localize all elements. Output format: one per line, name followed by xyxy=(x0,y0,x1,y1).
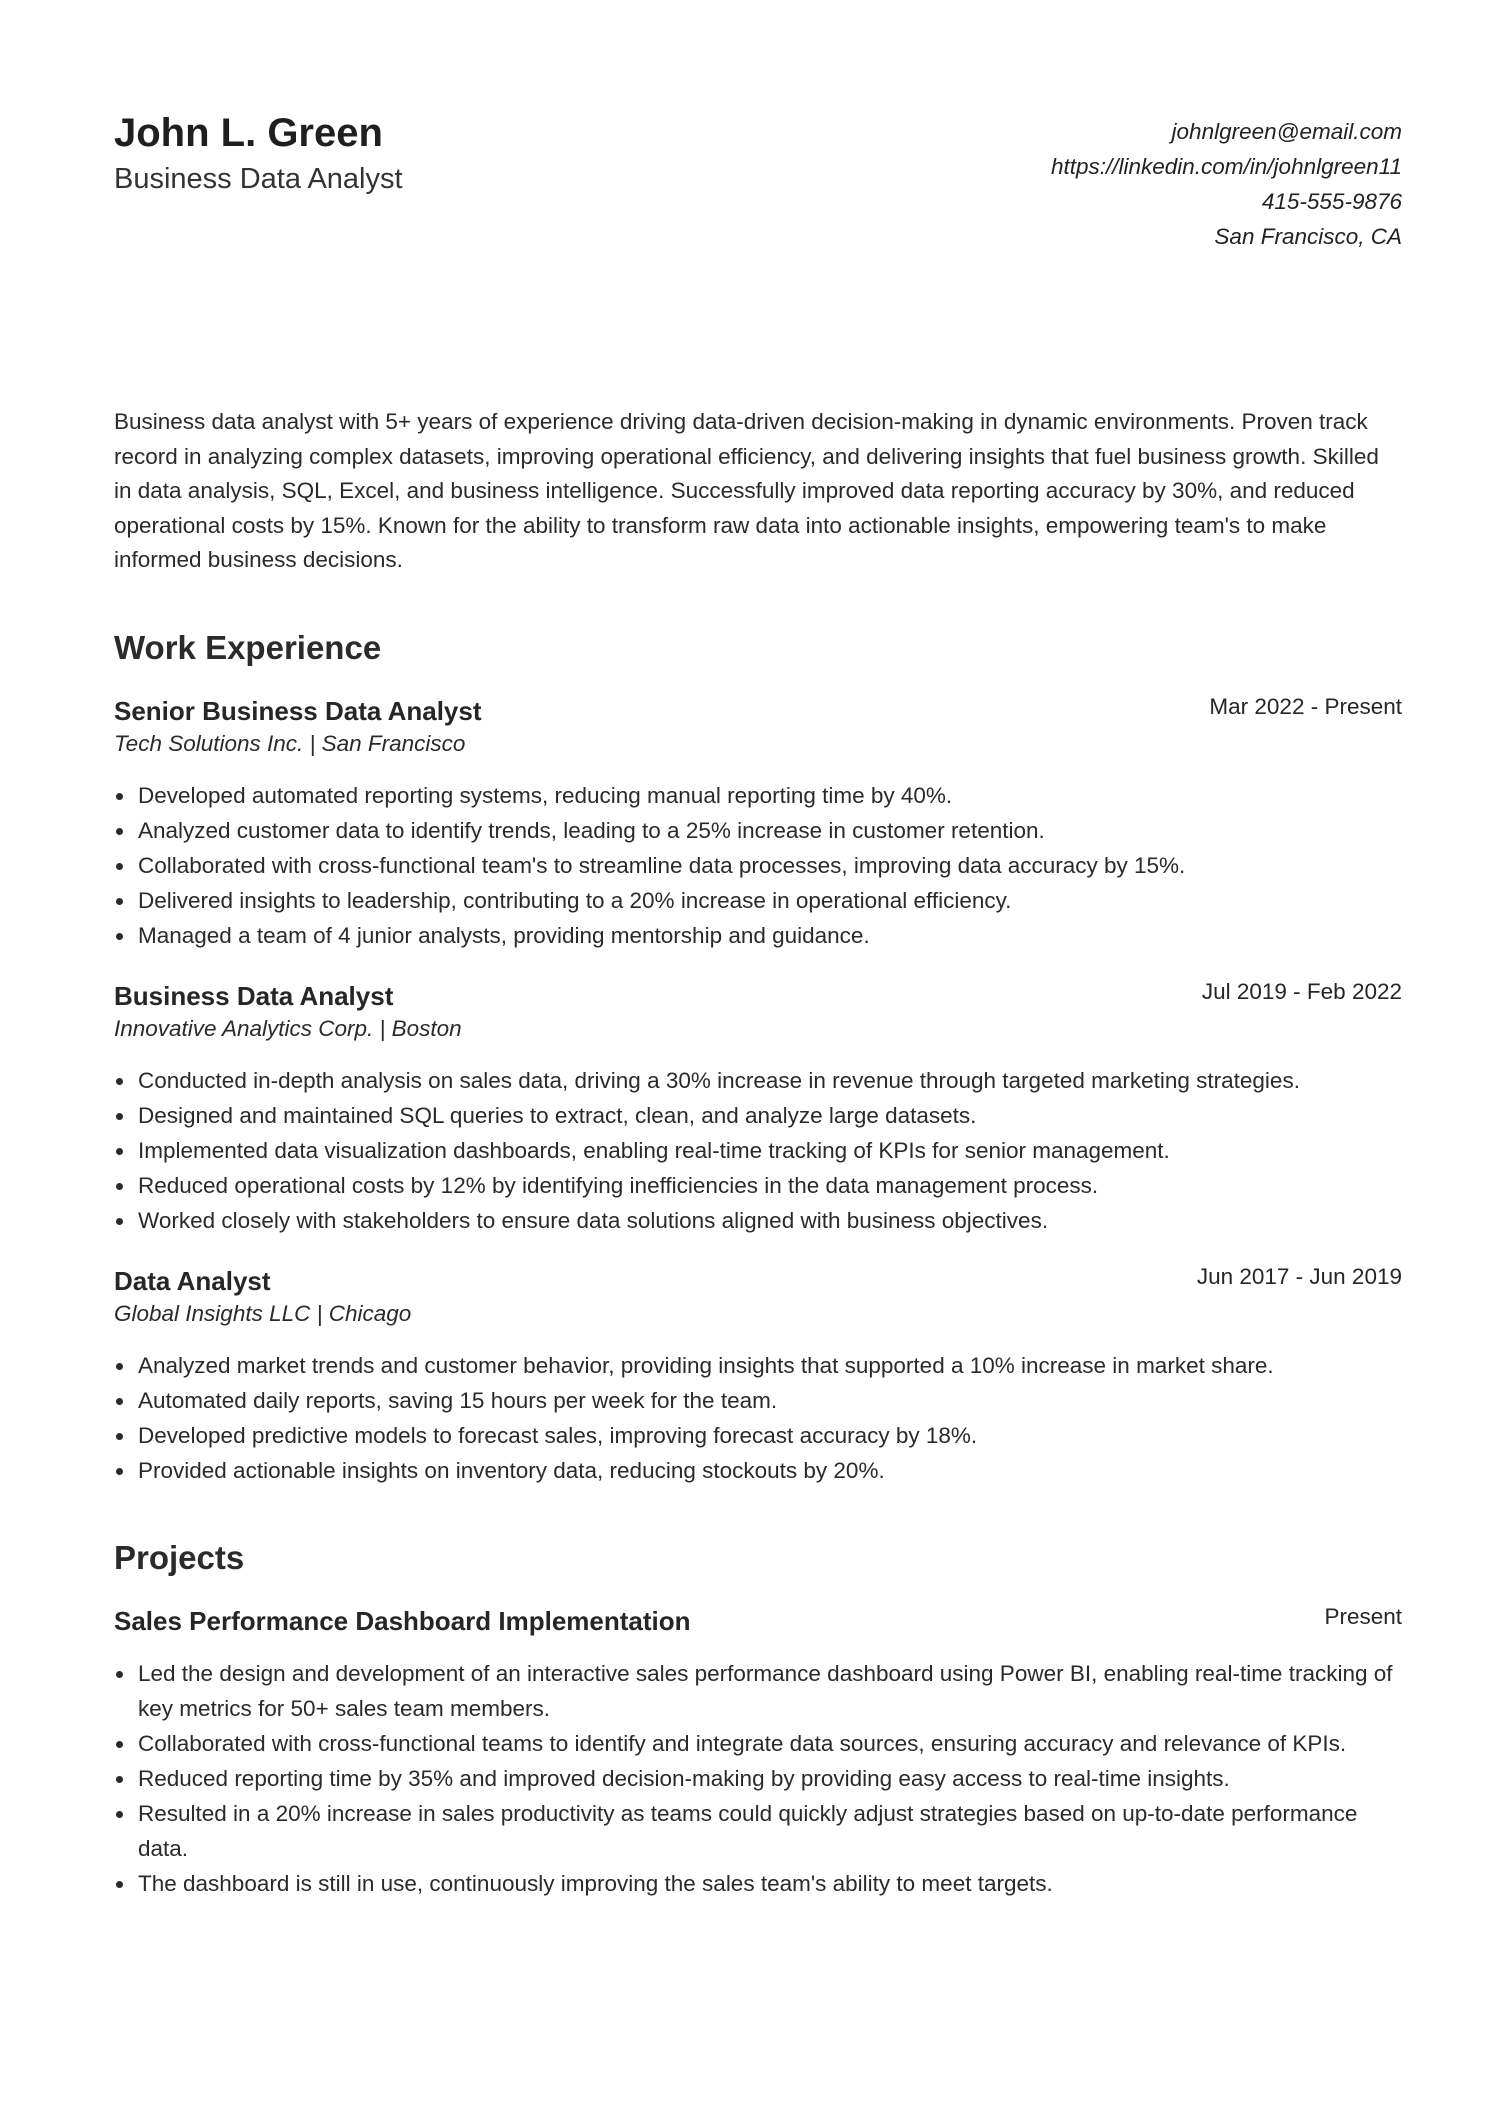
job-entry xyxy=(114,694,1402,953)
bullet-text: Led the design and development of an interactive sales performance dashboard using Power BI, enabling real-time tracking of key metrics for 50+ sales team members. xyxy=(138,1660,1393,1721)
job-dates: Jul 2019 - Feb 2022 xyxy=(1201,978,1402,1004)
bullet-icon xyxy=(116,1741,123,1748)
resume-header xyxy=(114,110,1402,270)
bullet-text: The dashboard is still in use, continuously improving the sales team's ability to meet targets. xyxy=(138,1870,1053,1896)
job-entry xyxy=(114,1264,1402,1488)
bullet-item xyxy=(138,1098,1402,1133)
job-dates: Mar 2022 - Present xyxy=(1209,693,1402,719)
bullet-text: Developed automated reporting systems, reducing manual reporting time by 40%. xyxy=(138,782,953,808)
bullet-text: Provided actionable insights on inventory data, reducing stockouts by 20%. xyxy=(138,1457,885,1483)
bullet-item xyxy=(138,1063,1402,1098)
job-dates: Jun 2017 - Jun 2019 xyxy=(1196,1263,1402,1289)
job-entry xyxy=(114,979,1402,1238)
bullet-icon xyxy=(116,793,123,800)
bullet-text: Conducted in-depth analysis on sales data, driving a 30% increase in revenue through targeted marketing strategies. xyxy=(138,1067,1300,1093)
bullet-icon xyxy=(116,1881,123,1888)
bullet-icon xyxy=(116,828,123,835)
job-title: Senior Business Data Analyst xyxy=(114,695,482,726)
phone-number: 415-555-9876 xyxy=(1261,189,1402,214)
bullet-item xyxy=(138,918,1402,953)
candidate-name: John L. Green xyxy=(114,111,383,155)
project-entry xyxy=(114,1604,1402,1901)
bullet-icon xyxy=(116,1811,123,1818)
bullet-icon xyxy=(116,1363,123,1370)
bullet-icon xyxy=(116,1776,123,1783)
bullet-icon xyxy=(116,1433,123,1440)
job-company: Innovative Analytics Corp. | Boston xyxy=(114,1015,462,1041)
bullet-item xyxy=(138,1726,1402,1761)
bullet-text: Collaborated with cross-functional team's to streamline data processes, improving data accuracy by 15%. xyxy=(138,852,1186,878)
bullet-item xyxy=(138,1418,1402,1453)
bullet-item xyxy=(138,1348,1402,1383)
bullet-item xyxy=(138,1796,1402,1866)
bullet-icon xyxy=(116,1218,123,1225)
bullet-text: Resulted in a 20% increase in sales productivity as teams could quickly adjust strategies based on up-to-date performance data. xyxy=(138,1800,1358,1861)
project-bullets xyxy=(114,1656,1402,1901)
bullet-item xyxy=(138,848,1402,883)
bullet-icon xyxy=(116,1183,123,1190)
job-company: Global Insights LLC | Chicago xyxy=(114,1300,412,1326)
professional-summary: Business data analyst with 5+ years of experience driving data-driven decision-making in dynamic environments. Proven track record in analyzing complex datasets, improving operational efficiency, and delivering insights that fuel business growth. Skilled in data analysis, SQL, Excel, and business intelligence. Successfully improved data reporting accuracy by 30%, and reduced operational costs by 15%. Known for the ability to transform raw data into actionable insights, empowering team's to make informed business decisions. xyxy=(114,409,1379,572)
location-text: San Francisco, CA xyxy=(1214,224,1402,249)
bullet-item xyxy=(138,1656,1402,1726)
bullet-text: Analyzed customer data to identify trends, leading to a 25% increase in customer retention. xyxy=(138,817,1045,843)
job-title: Business Data Analyst xyxy=(114,980,394,1011)
bullet-text: Automated daily reports, saving 15 hours per week for the team. xyxy=(138,1387,778,1413)
job-bullets xyxy=(114,1063,1402,1238)
candidate-role: Business Data Analyst xyxy=(114,163,403,195)
bullet-text: Reduced reporting time by 35% and improved decision-making by providing easy access to real-time insights. xyxy=(138,1765,1230,1791)
bullet-item xyxy=(138,1133,1402,1168)
bullet-text: Developed predictive models to forecast sales, improving forecast accuracy by 18%. xyxy=(138,1422,978,1448)
linkedin-link[interactable]: https://linkedin.com/in/johnlgreen11 xyxy=(1050,154,1402,179)
bullet-text: Delivered insights to leadership, contributing to a 20% increase in operational efficiency. xyxy=(138,887,1012,913)
bullet-text: Collaborated with cross-functional teams to identify and integrate data sources, ensuring accuracy and relevance of KPIs. xyxy=(138,1730,1347,1756)
bullet-icon xyxy=(116,1671,123,1678)
bullet-text: Analyzed market trends and customer behavior, providing insights that supported a 10% increase in market share. xyxy=(138,1352,1274,1378)
bullet-text: Worked closely with stakeholders to ensure data solutions aligned with business objectives. xyxy=(138,1207,1049,1233)
bullet-icon xyxy=(116,933,123,940)
bullet-item xyxy=(138,1761,1402,1796)
bullet-text: Designed and maintained SQL queries to extract, clean, and analyze large datasets. xyxy=(138,1102,977,1128)
bullet-icon xyxy=(116,1398,123,1405)
bullet-item xyxy=(138,1866,1402,1901)
email-link[interactable]: johnlgreen@email.com xyxy=(1171,119,1402,144)
bullet-icon xyxy=(116,1468,123,1475)
bullet-item xyxy=(138,1203,1402,1238)
bullet-icon xyxy=(116,1148,123,1155)
bullet-item xyxy=(138,1383,1402,1418)
bullet-item xyxy=(138,883,1402,918)
bullet-icon xyxy=(116,863,123,870)
bullet-item xyxy=(138,813,1402,848)
bullet-icon xyxy=(116,898,123,905)
project-dates: Present xyxy=(1324,1603,1402,1629)
bullet-text: Implemented data visualization dashboards, enabling real-time tracking of KPIs for senior management. xyxy=(138,1137,1170,1163)
bullet-icon xyxy=(116,1113,123,1120)
job-bullets xyxy=(114,1348,1402,1488)
bullet-item xyxy=(138,1168,1402,1203)
contact-block xyxy=(1051,114,1402,254)
bullet-text: Reduced operational costs by 12% by identifying inefficiencies in the data management process. xyxy=(138,1172,1099,1198)
project-title: Sales Performance Dashboard Implementation xyxy=(114,1605,691,1636)
job-company: Tech Solutions Inc. | San Francisco xyxy=(114,730,466,756)
bullet-text: Managed a team of 4 junior analysts, providing mentorship and guidance. xyxy=(138,922,870,948)
job-bullets xyxy=(114,778,1402,953)
bullet-icon xyxy=(116,1078,123,1085)
bullet-item xyxy=(138,1453,1402,1488)
bullet-item xyxy=(138,778,1402,813)
job-title: Data Analyst xyxy=(114,1265,271,1296)
work-experience-heading: Work Experience xyxy=(114,628,382,666)
projects-heading: Projects xyxy=(114,1538,245,1576)
